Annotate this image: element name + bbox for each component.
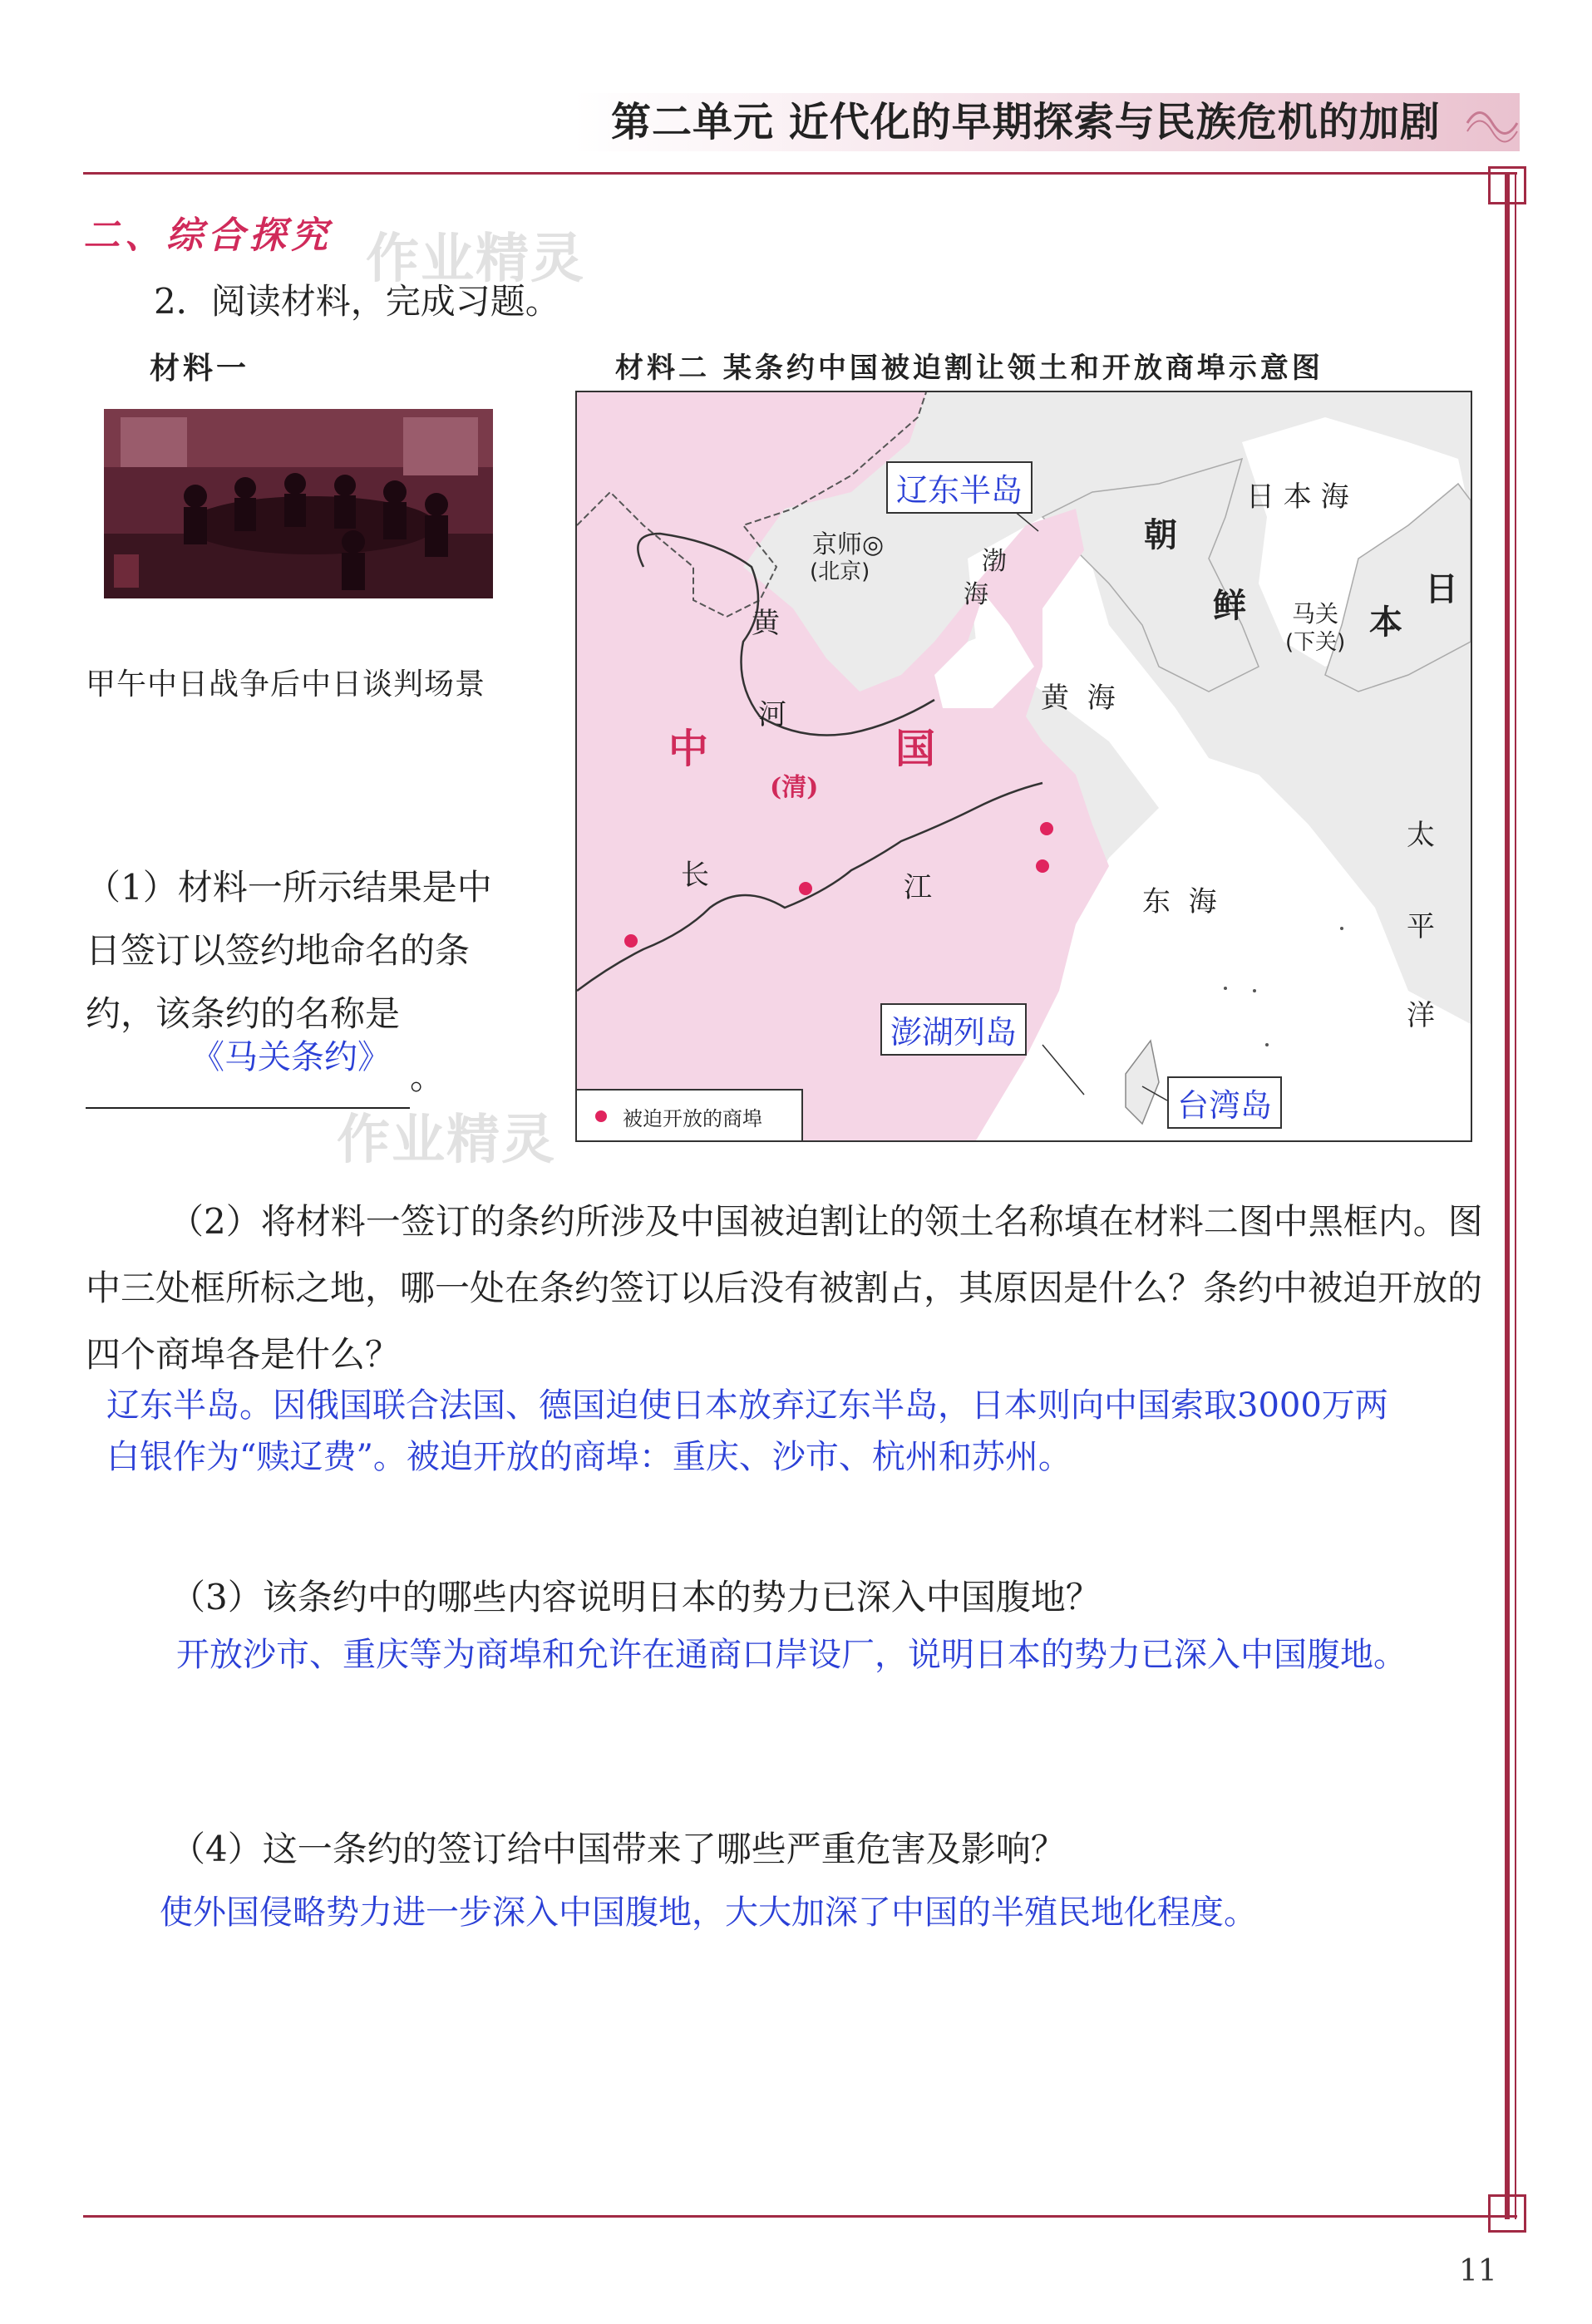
- question-3: （3）该条约中的哪些内容说明日本的势力已深入中国腹地？: [170, 1577, 1101, 1617]
- map-label-pacific-1: 太: [1407, 819, 1435, 852]
- map-label-japan-sea: 日 本 海: [1246, 480, 1349, 514]
- frame-corner-ornament-top: [1488, 166, 1526, 204]
- material2-label: 材料二 某条约中国被迫割让领土和开放商埠示意图: [615, 352, 1323, 385]
- question-intro: 2．阅读材料，完成习题。: [154, 281, 560, 322]
- map-label-maguan: 马关: [1292, 600, 1339, 628]
- legend-label: 被迫开放的商埠: [623, 1107, 762, 1130]
- map-label-japan-2: 本: [1369, 603, 1402, 642]
- answer-4: 使外国侵略势力进一步深入中国腹地，大大加深了中国的半殖民地化程度。: [160, 1893, 1257, 1932]
- material1-label: 材料一: [150, 351, 250, 386]
- page-number: 11: [1459, 2254, 1497, 2288]
- map-label-beijing: (北京): [810, 559, 870, 584]
- page-frame-top: [83, 172, 1517, 175]
- map-label-east-sea: 东 海: [1142, 885, 1217, 918]
- watermark: 作业精灵: [366, 229, 585, 290]
- map-label-china-1: 中: [668, 726, 709, 772]
- map-box-taiwan: 台湾岛: [1167, 1076, 1282, 1129]
- map-label-china-2: 国: [895, 726, 936, 772]
- question-4: （4）这一条约的签订给中国带来了哪些严重危害及影响？: [170, 1829, 1066, 1869]
- map-label-changjiang-1: 长: [681, 859, 709, 892]
- page-frame-bottom: [83, 2215, 1517, 2218]
- map-label-bohai-1: 渤: [982, 547, 1007, 576]
- page-frame-right-inner: [1515, 175, 1516, 2219]
- map-label-huanghe-1: 黄: [752, 607, 780, 640]
- map-label-changjiang-2: 江: [904, 871, 932, 904]
- map-box-liaodong: 辽东半岛: [886, 461, 1033, 514]
- question-2: （2）将材料一签订的条约所涉及中国被迫割让的领土名称填在材料二图中黑框内。图中三处框所标之地，哪一处在条约签订以后没有被割占，其原因是什么？条约中被迫开放的四个商埠各是什么？: [86, 1201, 1483, 1375]
- treaty-map: [575, 391, 1472, 1142]
- negotiation-photo: [104, 409, 493, 598]
- watermark-2: 作业精灵: [337, 1110, 556, 1171]
- map-label-pacific-2: 平: [1407, 910, 1435, 943]
- map-label-korea-2: 鲜: [1213, 586, 1246, 625]
- question-1-end: 。: [410, 1056, 446, 1097]
- answer-1: 《马关条约》: [191, 1038, 391, 1076]
- map-label-shimonoseki: (下关): [1285, 630, 1346, 655]
- question-1-text: （1）材料一所示结果是中日签订以签约地命名的条约，该条约的名称是: [86, 867, 492, 1034]
- map-label-qing: (清): [770, 773, 819, 802]
- answer-3: 开放沙市、重庆等为商埠和允许在通商口岸设厂，说明日本的势力已深入中国腹地。: [176, 1636, 1407, 1674]
- map-box-penghu: 澎湖列岛: [880, 1003, 1027, 1056]
- photo-caption: 甲午中日战争后中日谈判场景: [86, 667, 486, 702]
- map-label-pacific-3: 洋: [1407, 999, 1435, 1032]
- section-heading: 二、综合探究: [83, 214, 333, 257]
- map-label-jingshi: 京师◎: [812, 530, 885, 559]
- frame-corner-ornament-bottom: [1488, 2194, 1526, 2233]
- map-label-yellow-sea: 黄 海: [1041, 682, 1116, 715]
- map-label-bohai-2: 海: [964, 580, 988, 609]
- answer-2: 辽东半岛。因俄国联合法国、德国迫使日本放弃辽东半岛，日本则向中国索取3000万两白银作为“赎辽费”。被迫开放的商埠：重庆、沙市、杭州和苏州。: [106, 1386, 1388, 1476]
- page-frame-right: [1505, 175, 1510, 2219]
- map-label-huanghe-2: 河: [758, 698, 786, 731]
- map-label-japan-1: 日: [1425, 569, 1458, 608]
- page-header-title: 第二单元 近代化的早期探索与民族危机的加剧: [611, 99, 1441, 145]
- map-legend: [577, 1089, 803, 1142]
- header-ornament-icon: [1463, 98, 1521, 148]
- legend-port-icon: [595, 1110, 607, 1122]
- map-label-korea-1: 朝: [1144, 515, 1177, 554]
